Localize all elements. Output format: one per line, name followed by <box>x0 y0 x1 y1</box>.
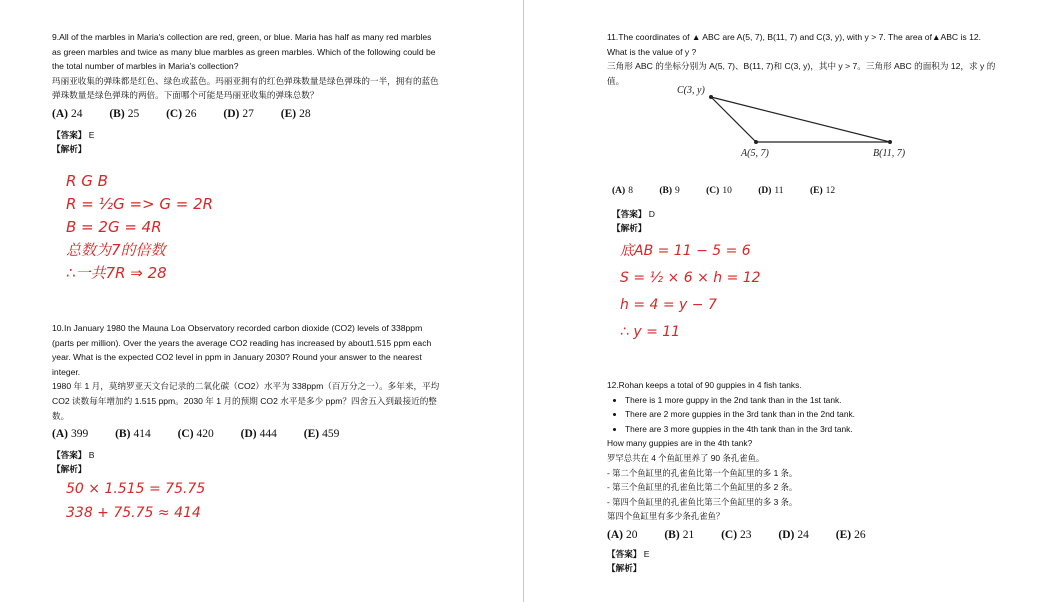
vertex-c <box>709 95 713 99</box>
q12-choice-c: (C) 23 <box>721 528 752 541</box>
q9-text-en: 9.All of the marbles in Maria's collection are red, green, or blue. Maria has half as many red marbles as green marbles and twice as many blue marbles as green marbles. Which of the following could be the total number of marbles in Maria's collection? <box>52 32 436 72</box>
q12-bullet-list <box>607 393 1002 437</box>
q9-hw-line: ∴一共7R ⇒ 28 <box>66 264 167 282</box>
q10-choice-c: (C) 420 <box>177 428 214 441</box>
q9-text-zh: 玛丽亚收集的弹珠都是红色、绿色或蓝色。玛丽亚拥有的红色弹珠数量是绿色弹珠的一半，拥有的蓝色弹珠数量是绿色弹珠的两倍。下面哪个可能是玛丽亚收集的弹珠总数？ <box>52 75 439 101</box>
q12-choice-b: (B) 21 <box>664 528 695 541</box>
q11-hw-line: 底AB = 11 − 5 = 6 <box>620 243 751 259</box>
q11-choice-b: (B) 9 <box>659 186 680 196</box>
q9-handwritten-solution <box>66 170 213 285</box>
q11-choice-c: (C) 10 <box>706 186 732 196</box>
q10-choice-d: (D) 444 <box>240 428 277 441</box>
q10-text-en: 10.In January 1980 the Mauna Loa Observatory recorded carbon dioxide (CO2) levels of 338ppm (parts per million). Over the years the average CO2 reading has increased by about1.515 ppm each year. What is the expected CO2 level in ppm in January 2030? Round your answer to the nearest integer. <box>52 323 432 377</box>
q9-hw-line: B = 2G = 4R <box>66 218 162 236</box>
q11-answer: 【答案】 D 【解析】 <box>612 208 655 233</box>
q11-hw-line: h = 4 = y − 7 <box>620 297 717 313</box>
q12-zh-line: - 第二个鱼缸里的孔雀鱼比第一个鱼缸里的多 1 条。 <box>607 467 798 478</box>
q12-zh-line: - 第三个鱼缸里的孔雀鱼比第二个鱼缸里的多 2 条。 <box>607 482 798 493</box>
q12-choice-d: (D) 24 <box>778 528 809 541</box>
q12-bullet: • There are 3 more guppies in the 4th tank than in the 3rd tank. <box>625 422 1002 437</box>
q12-bullet: • There are 2 more guppies in the 3rd tank than in the 2nd tank. <box>625 407 1002 422</box>
q11-text-en: 11.The coordinates of ▲ ABC are A(5, 7), B(11, 7) and C(3, y), with y > 7. The area of▲ABC is 12. What is the value of y ? <box>607 32 982 57</box>
label-b: B(11, 7) <box>873 148 906 159</box>
triangle-side-ca <box>711 97 756 142</box>
q10-choices <box>52 427 440 442</box>
q9-choice-c: (C) 26 <box>166 107 197 120</box>
page-divider <box>523 0 524 602</box>
question-9 <box>52 30 440 156</box>
label-a: A(5, 7) <box>741 148 769 159</box>
q10-choice-b: (B) 414 <box>115 428 151 441</box>
triangle-side-cb <box>711 97 890 142</box>
q12-zh-line: 罗罕总共在 4 个鱼缸里养了 90 条孔雀鱼。 <box>607 452 765 463</box>
q11-text-zh: 三角形 ABC 的坐标分别为 A(5, 7)、B(11, 7)和 C(3, y)，其中 y > 7。三角形 ABC 的面积为 12，求 y 的值。 <box>607 61 996 86</box>
q10-text-zh: 1980 年 1 月，莫纳罗亚天文台记录的二氧化碳（CO2）水平为 338ppm（百万分之一）。多年来，平均 CO2 读数每年增加约 1.515 ppm。2030 年 1 月的预期 CO2 水平是多少 ppm？四舍五入到最接近的整数。 <box>52 381 440 421</box>
q11-triangle-figure <box>665 80 925 162</box>
question-12 <box>607 378 1002 575</box>
q12-zh-line: - 第四个鱼缸里的孔雀鱼比第三个鱼缸里的多 3 条。 <box>607 496 798 507</box>
q9-hw-line: R G B <box>66 172 108 190</box>
question-10 <box>52 321 440 476</box>
q10-answer: 【答案】 B 【解析】 <box>52 449 95 474</box>
q9-answer: 【答案】 E 【解析】 <box>52 129 95 154</box>
q11-handwritten-solution <box>620 238 761 346</box>
label-c: C(3, y) <box>677 85 705 96</box>
q12-text-en: 12.Rohan keeps a total of 90 guppies in 4 fish tanks. <box>607 380 802 390</box>
q12-choices <box>607 528 1002 543</box>
q11-choice-a: (A) 8 <box>612 186 633 196</box>
q10-hw-line: 338 + 75.75 ≈ 414 <box>66 505 201 521</box>
q11-hw-line: ∴ y = 11 <box>620 324 681 340</box>
q11-choice-d: (D) 11 <box>758 186 784 196</box>
vertex-b <box>888 140 892 144</box>
q11-hw-line: S = ½ × 6 × h = 12 <box>620 270 761 286</box>
q11-choices-block <box>612 180 992 235</box>
q12-zh-line: 第四个鱼缸里有多少条孔雀鱼？ <box>607 511 725 522</box>
q12-bullet: • There is 1 more guppy in the 2nd tank than in the 1st tank. <box>625 393 1002 408</box>
q12-answer: 【答案】 E 【解析】 <box>607 548 650 573</box>
q12-choice-e: (E) 26 <box>835 528 866 541</box>
q10-choice-e: (E) 459 <box>303 428 340 441</box>
q10-handwritten-solution <box>66 477 205 525</box>
vertex-a <box>754 140 758 144</box>
q9-choice-b: (B) 25 <box>109 107 140 120</box>
q9-hw-line: 总数为7的倍数 <box>66 241 166 259</box>
q11-choices <box>612 184 992 199</box>
q9-hw-line: R = ½G => G = 2R <box>66 195 214 213</box>
q12-question-en: How many guppies are in the 4th tank? <box>607 438 753 449</box>
q11-choice-e: (E) 12 <box>809 186 836 196</box>
q9-choice-e: (E) 28 <box>280 107 311 120</box>
q10-choice-a: (A) 399 <box>52 428 89 441</box>
q9-choice-a: (A) 24 <box>52 107 83 120</box>
q12-choice-a: (A) 20 <box>607 528 638 541</box>
q9-choice-d: (D) 27 <box>223 107 254 120</box>
q10-hw-line: 50 × 1.515 = 75.75 <box>66 481 206 497</box>
q9-choices <box>52 107 440 122</box>
